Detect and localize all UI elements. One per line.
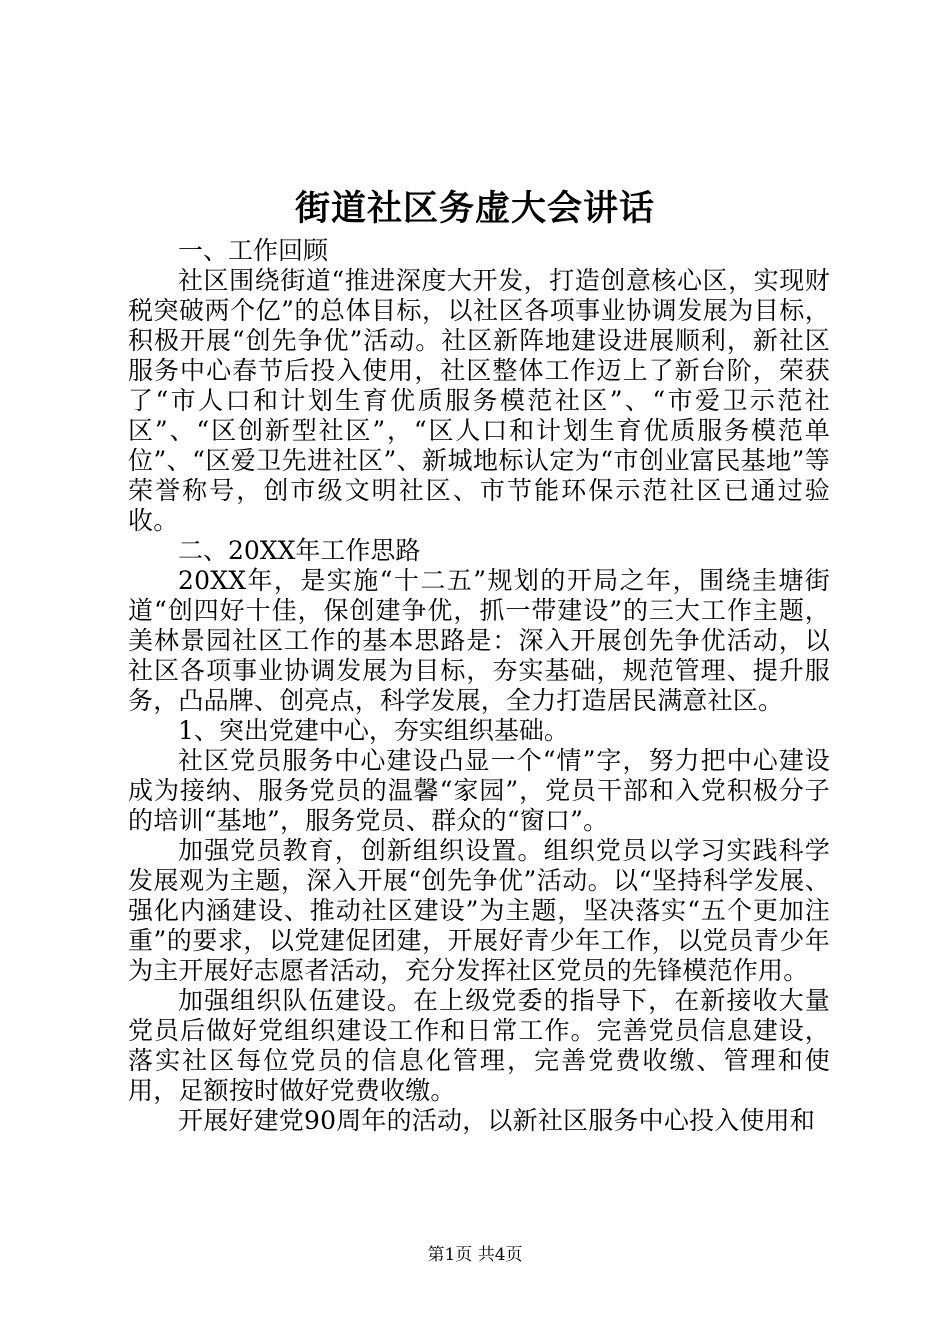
- subheading-party-building: 1、突出党建中心，夯实组织基础。: [178, 716, 569, 745]
- section-heading-review: 一、工作回顾: [178, 236, 329, 265]
- paragraph-service-center: 社区党员服务中心建设凸显一个“情”字，努力把中心建设成为接纳、服务党员的温馨“家园”，党员干部和入党积极分子的培训“基地”，服务党员、群众的“窗口”。: [128, 746, 830, 835]
- section-heading-plan: 二、20XX年工作思路: [178, 536, 421, 565]
- document-title: 街道社区务虚大会讲话: [294, 188, 655, 229]
- paragraph-education: 加强党员教育，创新组织设置。组织党员以学习实践科学发展观为主题，深入开展“创先争优”活动。以“坚持科学发展、强化内涵建设、推动社区建设”为主题，坚决落实“五个更加注重”的要求，以党建促团建，开展好青少年工作，以党员青少年为主开展好志愿者活动，充分发挥社区党员的先锋模范作用。: [128, 836, 830, 985]
- paragraph-anniversary: 开展好建党90周年的活动，以新社区服务中心投入使用和: [178, 1106, 816, 1135]
- page-number-footer: 第1页 共4页: [427, 1245, 523, 1265]
- paragraph-organization: 加强组织队伍建设。在上级党委的指导下，在新接收大量党员后做好党组织建设工作和日常工作。完善党员信息建设，落实社区每位党员的信息化管理，完善党费收缴、管理和使用，足额按时做好党费收缴。: [128, 986, 830, 1105]
- paragraph-plan: 20XX年，是实施“十二五”规划的开局之年，围绕圭塘街道“创四好十佳，保创建争优，抓一带建设”的三大工作主题，美林景园社区工作的基本思路是：深入开展创先争优活动，以社区各项事业协调发展为目标，夯实基础，规范管理、提升服务，凸品牌、创亮点，科学发展，全力打造居民满意社区。: [128, 566, 830, 715]
- document-body: [128, 236, 830, 1136]
- paragraph-review: 社区围绕街道“推进深度大开发，打造创意核心区，实现财税突破两个亿”的总体目标，以社区各项事业协调发展为目标，积极开展“创先争优”活动。社区新阵地建设进展顺利，新社区服务中心春节后投入使用，社区整体工作迈上了新台阶，荣获了“市人口和计划生育优质服务模范社区”、“市爱卫示范社区”、“区创新型社区”，“区人口和计划生育优质服务模范单位”、“区爱卫先进社区”、新城地标认定为“市创业富民基地”等荣誉称号，创市级文明社区、市节能环保示范社区已通过验收。: [128, 266, 830, 535]
